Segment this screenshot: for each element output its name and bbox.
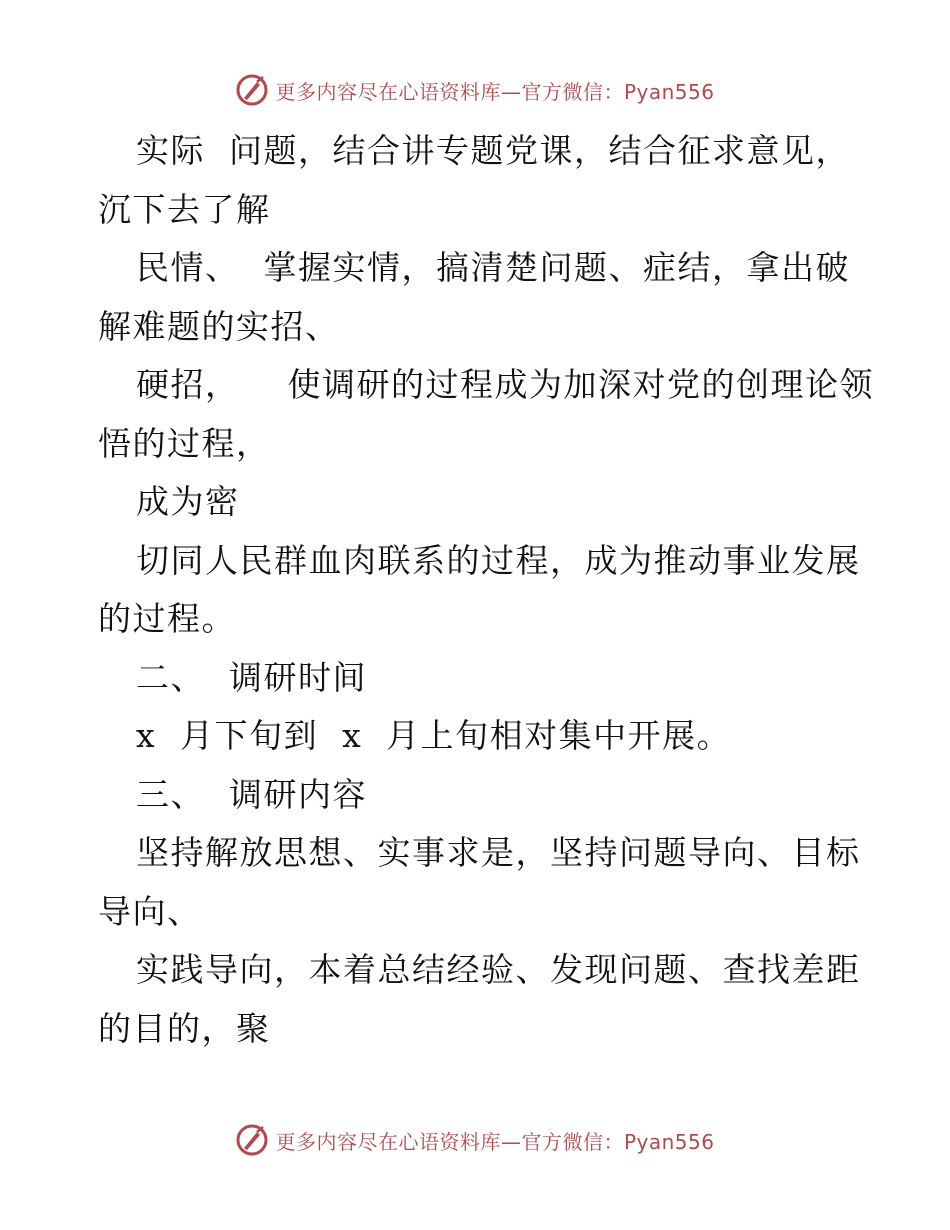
text-line: x 月下旬到 x 月上旬相对集中开展。 [136, 716, 732, 755]
text-line: 导向、 [98, 891, 202, 931]
footer-watermark-banner [0, 1120, 950, 1160]
section-heading-survey-content: 三、 调研内容 [136, 774, 367, 814]
text-line: 硬招， 使调研的过程成为加深对党的创理论领 [136, 365, 874, 404]
text-line: 解难题的实招、 [98, 306, 340, 346]
footer-watermark-text: 更多内容尽在心语资料库—官方微信：Pyan556 [275, 1129, 715, 1154]
text-line: 的目的，聚 [98, 1008, 271, 1048]
text-line: 悟的过程， [98, 423, 271, 463]
text-line: 实际 问题，结合讲专题党课，结合征求意见， [136, 131, 850, 170]
text-line: 沉下去了解 [98, 189, 271, 229]
text-line: 民情、 掌握实情，搞清楚问题、症结，拿出破 [136, 248, 850, 287]
text-line: 成为密 [136, 482, 240, 521]
document-body [98, 122, 874, 1058]
header-watermark-text: 更多内容尽在心语资料库—官方微信：Pyan556 [275, 79, 715, 104]
text-line: 切同人民群血肉联系的过程，成为推动事业发展 [136, 540, 861, 580]
text-line: 坚持解放思想、实事求是，坚持问题导向、目标 [136, 833, 861, 872]
text-line: 实践导向，本着总结经验、发现问题、查找差距 [136, 950, 861, 989]
text-line: 的过程。 [98, 599, 236, 638]
header-watermark-banner [0, 70, 950, 110]
feather-pen-logo-icon [235, 1123, 269, 1157]
section-heading-survey-time: 二、 调研时间 [136, 657, 367, 697]
feather-pen-logo-icon [235, 73, 269, 107]
